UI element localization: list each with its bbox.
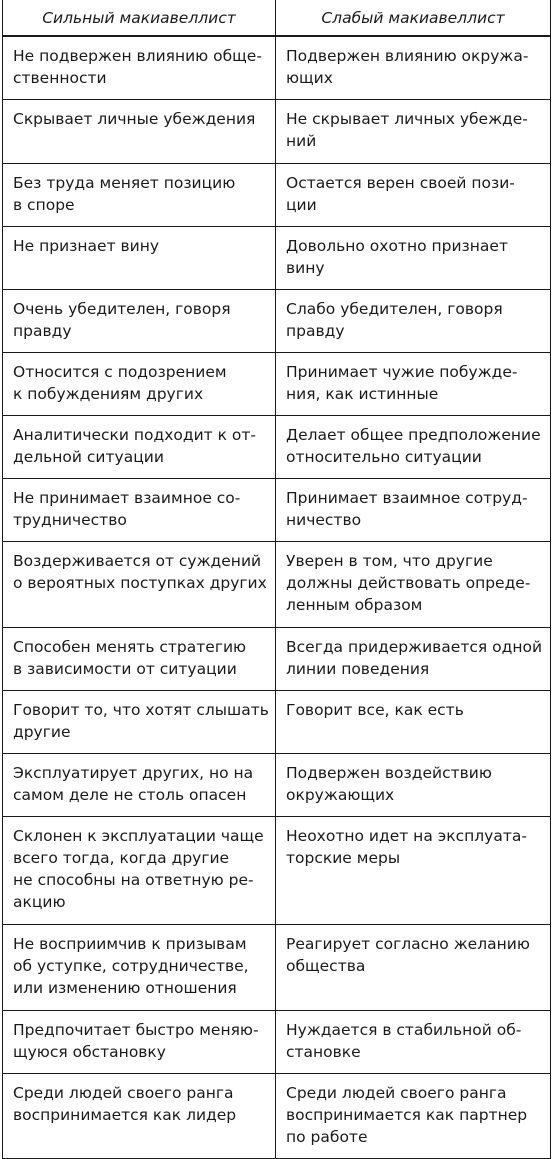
cell-strong: Не восприимчив к призывам об уступке, сотрудничестве, или изменению отношения <box>3 925 276 1011</box>
table-header <box>3 0 551 36</box>
table-row <box>3 542 551 628</box>
table-row <box>3 1011 551 1074</box>
table-row <box>3 691 551 754</box>
cell-weak: Уверен в том, что другие должны действовать опреде- ленным образом <box>276 542 551 628</box>
table-row <box>3 227 551 290</box>
cell-weak: Говорит все, как есть <box>276 691 551 754</box>
cell-weak: Остается верен своей пози- ции <box>276 164 551 227</box>
table-row <box>3 479 551 542</box>
cell-weak: Среди людей своего ранга воспринимается как партнер по работе <box>276 1074 551 1159</box>
cell-weak: Делает общее предположение относительно ситуации <box>276 416 551 479</box>
table-row <box>3 628 551 691</box>
table-body <box>3 36 551 1159</box>
cell-strong: Скрывает личные убеждения <box>3 100 276 164</box>
cell-weak: Реагирует согласно желанию общества <box>276 925 551 1011</box>
header-row <box>3 0 551 36</box>
cell-strong: Склонен к эксплуатации чаще всего тогда, когда другие не способны на ответную ре- акцию <box>3 817 276 925</box>
cell-strong: Предпочитает быстро меняю- щуюся обстановку <box>3 1011 276 1074</box>
cell-weak: Слабо убедителен, говоря правду <box>276 290 551 353</box>
cell-weak: Принимает чужие побужде- ния, как истинные <box>276 353 551 416</box>
table-row <box>3 164 551 227</box>
cell-weak: Принимает взаимное сотруд- ничество <box>276 479 551 542</box>
cell-strong: Не подвержен влиянию обще- ственности <box>3 36 276 100</box>
cell-strong: Говорит то, что хотят слышать другие <box>3 691 276 754</box>
table-row <box>3 925 551 1011</box>
comparison-table <box>2 0 551 1159</box>
cell-strong: Без труда меняет позицию в споре <box>3 164 276 227</box>
cell-strong: Эксплуатирует других, но на самом деле не столь опасен <box>3 754 276 817</box>
cell-strong: Способен менять стратегию в зависимости от ситуации <box>3 628 276 691</box>
cell-strong: Аналитически подходит к от- дельной ситуации <box>3 416 276 479</box>
table-row <box>3 817 551 925</box>
table-row <box>3 1074 551 1159</box>
table-row <box>3 100 551 164</box>
cell-weak: Довольно охотно признает вину <box>276 227 551 290</box>
cell-strong: Среди людей своего ранга воспринимается как лидер <box>3 1074 276 1159</box>
cell-weak: Всегда придерживается одной линии поведения <box>276 628 551 691</box>
cell-strong: Очень убедителен, говоря правду <box>3 290 276 353</box>
cell-strong: Воздерживается от суждений о вероятных поступках других <box>3 542 276 628</box>
cell-strong: Относится с подозрением к побуждениям других <box>3 353 276 416</box>
table-row <box>3 416 551 479</box>
cell-weak: Неохотно идет на эксплуата- торские меры <box>276 817 551 925</box>
header-strong-machiavellian: Сильный макиавеллист <box>3 0 276 36</box>
cell-weak: Подвержен влиянию окружа- ющих <box>276 36 551 100</box>
table-row <box>3 754 551 817</box>
cell-strong: Не принимает взаимное со- трудничество <box>3 479 276 542</box>
table-row <box>3 36 551 100</box>
cell-strong: Не признает вину <box>3 227 276 290</box>
cell-weak: Подвержен воздействию окружающих <box>276 754 551 817</box>
cell-weak: Нуждается в стабильной об- становке <box>276 1011 551 1074</box>
table-row <box>3 290 551 353</box>
table-row <box>3 353 551 416</box>
header-weak-machiavellian: Слабый макиавеллист <box>276 0 551 36</box>
cell-weak: Не скрывает личных убежде- ний <box>276 100 551 164</box>
